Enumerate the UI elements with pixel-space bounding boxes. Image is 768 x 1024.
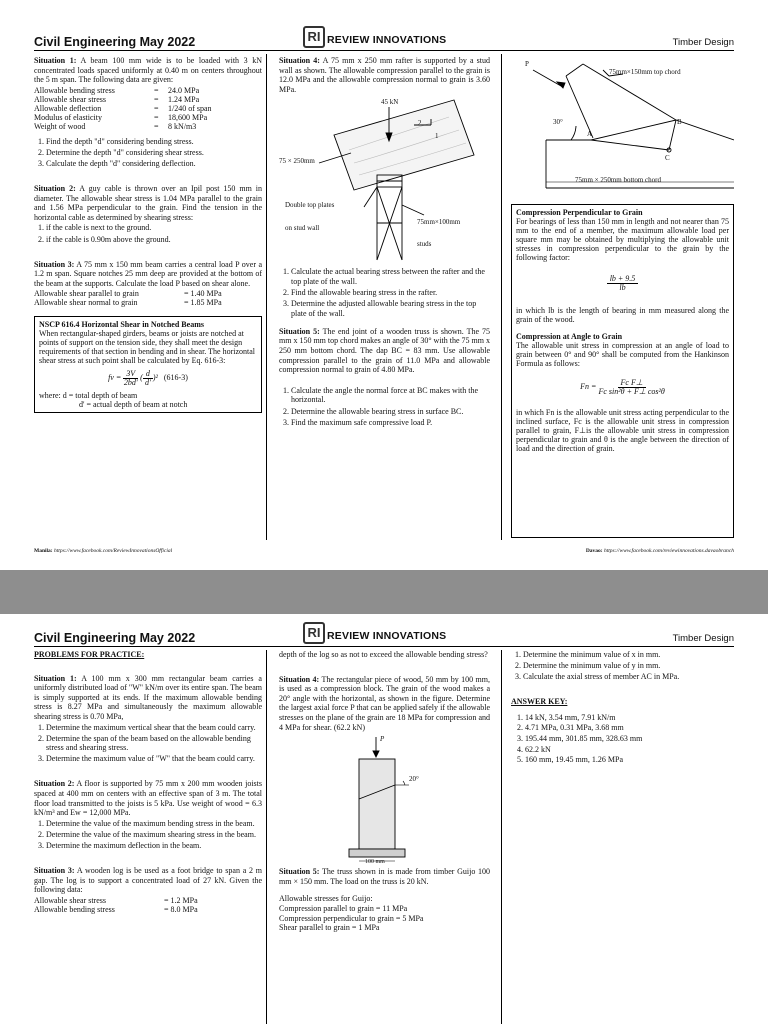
compression-block-diagram: [279, 733, 490, 867]
situation-4: Situation 4: A 75 mm x 250 mm rafter is supported by a stud wall as shown. The allowable compression parallel to the grain is 12.0 MPa and the allowable compression normal to grain is 3.60 MPa.: [279, 56, 490, 94]
footer-right: Davao: https://www.facebook.com/reviewinnovations.davaobranch: [585, 548, 734, 554]
logo-icon: RI: [303, 622, 325, 644]
practice-situation-3-continued: depth of the log so as not to exceed the allowable bending stress?: [279, 650, 488, 659]
bearing-factor-formula: $\frac{lb + 9.5}{lb}$: [516, 274, 729, 292]
practice-heading: PROBLEMS FOR PRACTICE:: [34, 650, 145, 659]
column-3: [511, 650, 734, 766]
column-3: [511, 56, 734, 538]
logo-icon: RI: [303, 26, 325, 48]
footer-left: Manila: https://www.facebook.com/ReviewInnovationsOfficial: [34, 548, 173, 554]
logo: [303, 622, 446, 644]
subject-label: Timber Design: [672, 633, 734, 644]
situation-4-questions: 1. Calculate the actual bearing stress between the rafter and the top plate of the wall. 2. Find the allowable bearing stress in the rafter. 3. Determine the adjusted allowable bearing stress in the top plate of the wall.: [279, 267, 490, 318]
truss-joint-figure: P 75mm×150mm top chord 30° A B C 75mm × 250mm bottom chord: [511, 56, 734, 192]
column-2: depth of the log so as not to exceed the allowable bending stress? Situation 4: The rectangular piece of wood, 50 mm by 100 mm, is used as a compression block. The grain of the wood makes a 20° angle with the horizontal, as shown in the figure. Determine the largest axial force P that can be applied safely if the allowable stresses on the plane of the grain are 18 MPa for compression and 4 MPa for shear. (62.2 kN) P 20° 100 mm Situation 5: The truss shown in is made from timber Guijo 100 mm × 150 mm. The load on the truss is 20 kN. Allowable stresses for Guijo: Compression parallel to grain = 11 MPa Compression perpendicular to grain = 5 MPa Shear parallel to grain = 1 MPa: [279, 650, 491, 933]
answer-key: ANSWER KEY: 1. 14 kN, 3.54 mm, 7.91 kN/m 2. 4.71 MPa, 0.31 MPa, 3.68 mm 3. 195.44 mm, 301.85 mm, 328.63 mm 4. 62.2 kN 5. 160 mm, 19.45 mm, 1.26 MPa: [511, 697, 734, 765]
situation-3-data: Allowable shear parallel to grain = 1.40 MPa Allowable shear normal to grain = 1.85 MPa: [34, 289, 222, 308]
compression-grain-box: Compression Perpendicular to Grain For bearings of less than 150 mm in length and not nearer than 75 mm to the end of a member, the maximum allowable load per square mm may be obtained by multiplying the allowable unit stresses in compression perpendicular to the grain by the following factor: $\frac{lb + 9.5}{lb}$ in which lb is the length of bearing in mm measured along the grain of the wood. Compression at Angle to Grain The allowable unit stress in compression at an angle of load to grain between 0° and 90° shall be computed from the Hankinson Formula as follows: $Fn = \frac{\text{Fc F⊥}}{\text{Fc sin²θ + F⊥ cos²θ}}$ in which Fn is the allowable unit stress acting perpendicular to the inclined surface, Fc is the allowable unit stress in compression parallel to grain, F⊥is the allowable unit stress in compression perpendicular to grain and θ is the angle between the direction of load and the direction of grain.: [511, 204, 734, 538]
header-divider: [34, 646, 734, 647]
column-divider: [501, 650, 502, 1024]
situation-3: Situation 3: A 75 mm x 150 mm beam carries a central load P over a 1.2 m span. Square notches 25 mm deep are provided at the bottom of the beam at the supports. Calculate the load P based on shear alone.: [34, 259, 263, 288]
subject-label: Timber Design: [672, 37, 734, 48]
page-2: [0, 614, 768, 1024]
practice-situation-1-questions: 1. Determine the maximum vertical shear that the beam could carry. 2. Determine the span of the beam based on the allowable bending stress and shearing stress. 3. Determine the maximum value of "W" that the beam could carry.: [34, 723, 262, 764]
practice-situation-1: Situation 1: A 100 mm x 300 mm rectangular beam carries a uniformly distributed load of "W" kN/m over its entire span. The beam is simply supported at its ends. If the maximum allowable bending stress is 8.27 MPa and simultaneously the maximum allowable shearing stress is 0.70 MPa,: [34, 673, 262, 721]
manila-link[interactable]: https://www.facebook.com/ReviewInnovationsOfficial: [54, 548, 173, 554]
page-title: Civil Engineering May 2022: [34, 35, 196, 49]
column-divider: [266, 54, 267, 540]
rafter-figure: 45 kN 2 1 75 × 250mm Double top plates on stud wall 75mm×100mm studs: [279, 95, 490, 265]
page-title: Civil Engineering May 2022: [34, 631, 196, 645]
situation-2-questions: 1. if the cable is next to the ground. 2. if the cable is 0.90m above the ground.: [34, 223, 262, 244]
davao-link[interactable]: https://www.facebook.com/reviewinnovations.davaobranch: [604, 548, 734, 554]
practice-situation-3: Situation 3: A wooden log is be used as a foot bridge to span a 2 m gap. The log is to support a concentrated load of 27 kN. Given the following data:: [34, 866, 262, 895]
logo: [303, 26, 446, 48]
situation-5: Situation 5: The end joint of a wooden truss is shown. The 75 mm x 150 mm top chord makes an angle of 30° with the 75 mm x 250 mm bottom chord. The dap BC = 83 mm. Use allowable compression parallel to the grain of 11.0 MPa and allowable compression normal to grain of 4.80 MPa.: [279, 326, 490, 375]
compression-block-figure: P 20° 100 mm: [279, 733, 490, 867]
practice-situation-5: Situation 5: The truss shown in is made from timber Guijo 100 mm × 150 mm. The load on the truss is 20 kN.: [279, 867, 491, 886]
logo-text: REVIEW INNOVATIONS: [327, 630, 447, 642]
practice-situation-2: Situation 2: A floor is supported by 75 mm x 200 mm wooden joists spaced at 400 mm on centers with an effective span of 3 m. The total floor load transmitted to the joists is 5 kPa. Use weight of wood = 6.3 kN/m³ and Ew = 12,000 MPa.: [34, 779, 262, 818]
column-divider: [266, 650, 267, 1024]
page-gap: [0, 570, 768, 614]
situation-1-questions: 1. Find the depth "d" considering bending stress. 2. Determine the depth "d" considering shear stress. 3. Calculate the depth "d" considering deflection.: [34, 137, 262, 169]
column-divider: [501, 54, 502, 540]
situation-5-questions: 1. Calculate the angle the normal force at BC makes with the horizontal. 2. Determine the allowable bearing stress in surface BC. 3. Find the maximum safe compressive load P.: [279, 386, 490, 427]
practice-situation-3-data: Allowable shear stress = 1.2 MPa Allowable bending stress = 8.0 MPa: [34, 895, 198, 914]
notched-beam-formula: fv = $\frac{3V}{2bd'} (\frac{d}{d'})^2$ (616-3): [108, 369, 188, 388]
situation-1: Situation 1: A beam 100 mm wide is to be loaded with 3 kN concentrated loads spaced uniformly at 0.40 m on centers throughout the 5 m span. The following data are given:: [34, 56, 262, 85]
practice-situation-2-questions: 1. Determine the value of the maximum bending stress in the beam. 2. Determine the value of the maximum shearing stress in the beam. 3. Determine the maximum deflection in the beam.: [34, 819, 262, 851]
hankinson-formula: $Fn = \frac{\text{Fc F⊥}}{\text{Fc sin²θ + F⊥ cos²θ}}$: [580, 378, 665, 396]
column-1: [34, 650, 262, 914]
practice-situation-4: Situation 4: The rectangular piece of wood, 50 mm by 100 mm, is used as a compression block. The grain of the wood makes a 20° angle with the horizontal, as shown in the figure. Determine the largest axial force P that can be applied safely if the allowable stresses on the plane of the grain are 18 MPa for compression and 4 MPa for shear. (62.2 kN): [279, 674, 490, 732]
situation-1-data: Allowable bending stress = 24.0 MPa Allowable shear stress = 1.24 MPa Allowable deflection = 1/240 of span Modulus of elasticity = 18,600 MPa Weight of wood = 8 kN/m3: [34, 85, 212, 131]
logo-text: REVIEW INNOVATIONS: [327, 34, 447, 46]
rafter-diagram: [279, 95, 490, 265]
column-1: [34, 56, 262, 413]
column-2: [279, 56, 490, 429]
situation-2: Situation 2: A guy cable is thrown over an Ipil post 150 mm in diameter. The allowable shear stress is 1.04 MPa parallel to the grain and 1.56 MPa perpendicular to the grain. Find the tension in the horizontal cable as determined by shearing stress:: [34, 184, 263, 222]
practice-situation-5-questions: 1. Determine the minimum value of x in mm. 2. Determine the minimum value of y in mm. 3. Calculate the axial stress of member AC in MPa.: [511, 650, 734, 682]
nscp-box: NSCP 616.4 Horizontal Shear in Notched Beams When rectangular-shaped girders, beams or joists are notched at points of support on the tension side, they shall meet the design requirements of that section in bending and in shear. The horizontal shear stress at such point shall be calculated by Eq. 616-3: fv = $\frac{3V}{2bd'} (\frac{d}{d'})^2$ (616-3) where: d = total depth of beam d' = actual depth of beam at notch: [34, 316, 262, 413]
header-divider: [34, 50, 734, 51]
